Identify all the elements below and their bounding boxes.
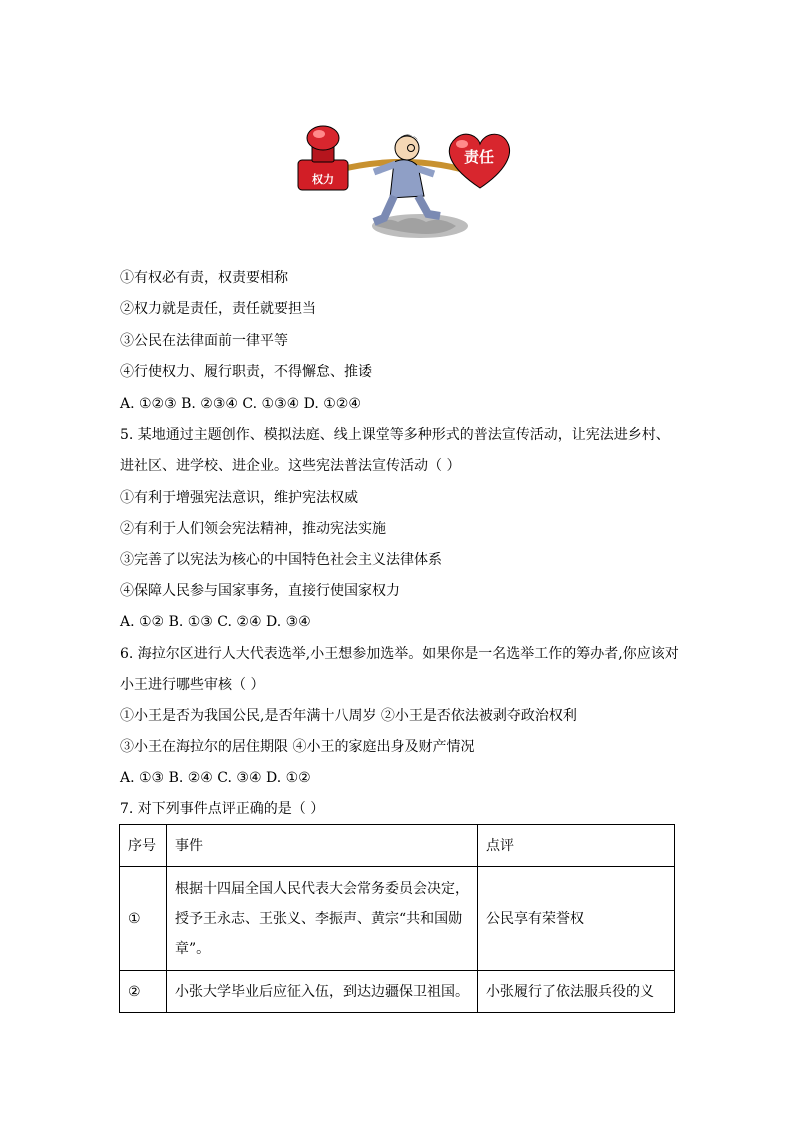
q6-answers: A. ①③ B. ②④ C. ③④ D. ①② xyxy=(120,770,311,786)
q5-stem-line-1: 5. 某地通过主题创作、模拟法庭、线上课堂等多种形式的普法宣传活动，让宪法进乡村、 xyxy=(120,427,670,443)
q5-option-4: ④保障人民参与国家事务，直接行使国家权力 xyxy=(120,583,400,599)
row-comment: 公民享有荣誉权 xyxy=(478,867,675,971)
table-row xyxy=(120,971,675,1013)
row-event: 小张大学毕业后应征入伍，到达边疆保卫祖国。 xyxy=(167,971,478,1013)
q5-option-1: ①有利于增强宪法意识，维护宪法权威 xyxy=(120,490,358,506)
q6-stem-line-1: 6. 海拉尔区进行人大代表选举,小王想参加选举。如果你是一名选举工作的筹办者,你应该对 xyxy=(120,646,679,662)
row-event: 根据十四届全国人民代表大会常务委员会决定，授予王永志、王张义、李振声、黄宗“共和国勋章”。 xyxy=(167,867,478,971)
heart-highlight xyxy=(456,140,468,148)
q6-option-1: ①小王是否为我国公民,是否年满十八周岁 ②小王是否依法被剥夺政治权利 xyxy=(120,708,577,724)
q5-stem-line-2: 进社区、进学校、进企业。这些宪法普法宣传活动（ ） xyxy=(120,458,461,474)
q4-option-1: ①有权必有责，权责要相称 xyxy=(120,270,288,286)
power-label: 权力 xyxy=(312,173,334,186)
power-stamp-highlight xyxy=(313,130,325,138)
row-number: ① xyxy=(120,867,167,971)
q4-answers: A. ①②③ B. ②③④ C. ①③④ D. ①②④ xyxy=(120,396,361,412)
row-number: ② xyxy=(120,971,167,1013)
q4-option-2: ②权力就是责任，责任就要担当 xyxy=(120,301,316,317)
power-responsibility-cartoon xyxy=(290,122,520,248)
table-header-row xyxy=(120,825,675,867)
power-stamp-knob xyxy=(307,126,339,150)
row-comment: 小张履行了依法服兵役的义 xyxy=(478,971,675,1013)
q4-option-3: ③公民在法律面前一律平等 xyxy=(120,333,288,349)
header-comment: 点评 xyxy=(478,825,675,867)
q7-stem: 7. 对下列事件点评正确的是（ ） xyxy=(120,801,325,817)
header-number: 序号 xyxy=(120,825,167,867)
q4-option-4: ④行使权力、履行职责，不得懈怠、推诿 xyxy=(120,364,372,380)
responsibility-label: 责任 xyxy=(463,148,495,166)
cartoon-svg xyxy=(290,122,520,248)
q6-stem-line-2: 小王进行哪些审核（ ） xyxy=(120,677,265,693)
table-row xyxy=(120,867,675,971)
q6-option-2: ③小王在海拉尔的居住期限 ④小王的家庭出身及财产情况 xyxy=(120,739,475,755)
q5-answers: A. ①② B. ①③ C. ②④ D. ③④ xyxy=(120,614,311,630)
q5-option-3: ③完善了以宪法为核心的中国特色社会主义法律体系 xyxy=(120,552,442,568)
events-table xyxy=(119,824,675,1013)
q5-option-2: ②有利于人们领会宪法精神，推动宪法实施 xyxy=(120,521,386,537)
header-event: 事件 xyxy=(167,825,478,867)
man-figure xyxy=(374,134,440,222)
